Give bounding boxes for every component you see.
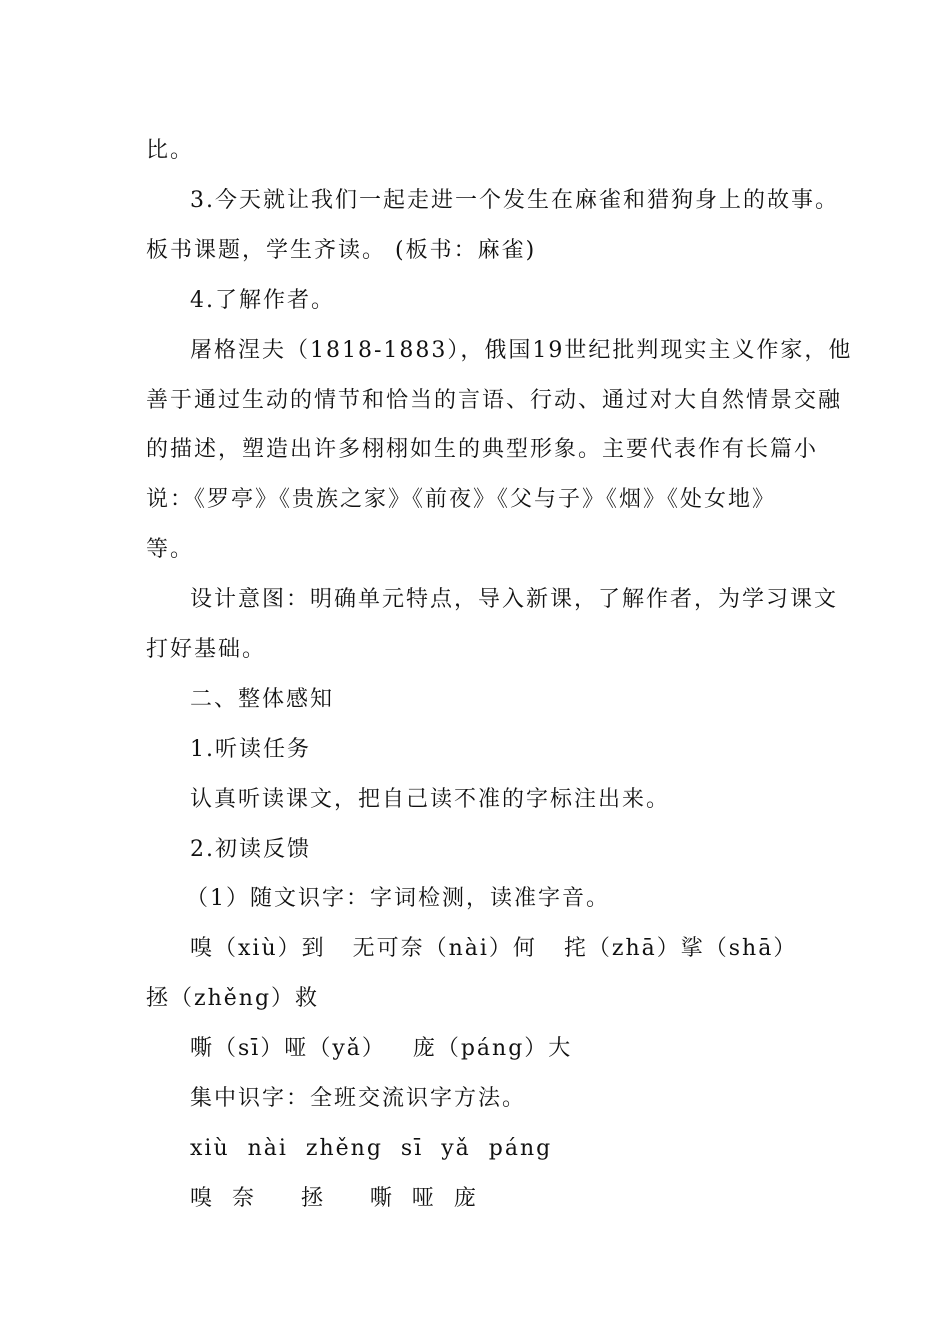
section-heading: 4.了解作者。 bbox=[190, 288, 335, 313]
text-line: 的描述，塑造出许多栩栩如生的典型形象。主要代表作有长篇小 bbox=[146, 437, 819, 462]
text-line: 集中识字：全班交流识字方法。 bbox=[190, 1086, 527, 1111]
pinyin-line: xiù nài zhěng sī yǎ páng bbox=[190, 1136, 553, 1161]
text-line: 比。 bbox=[146, 138, 195, 163]
text-line: 屠格涅夫（1818-1883），俄国19世纪批判现实主义作家，他 bbox=[190, 338, 853, 363]
vocab-line: 拯（zhěng）救 bbox=[146, 986, 320, 1011]
text-line: 打好基础。 bbox=[146, 637, 267, 662]
character-line: 嗅 奈 拯 嘶 哑 庞 bbox=[190, 1186, 478, 1211]
vocab-line: 嘶（sī）哑（yǎ） 庞（páng）大 bbox=[190, 1036, 573, 1061]
section-heading: 二、整体感知 bbox=[190, 687, 335, 712]
subsection-heading: 1.听读任务 bbox=[190, 737, 311, 762]
text-line: 善于通过生动的情节和恰当的言语、行动、通过对大自然情景交融 bbox=[146, 388, 843, 413]
text-line: 认真听读课文，把自己读不准的字标注出来。 bbox=[190, 787, 671, 812]
text-line: 板书课题，学生齐读。 (板书：麻雀) bbox=[146, 238, 537, 263]
subsection-heading: 2.初读反馈 bbox=[190, 837, 311, 862]
design-intent-text: 设计意图：明确单元特点，导入新课，了解作者，为学习课文 bbox=[190, 587, 839, 612]
text-line: （1）随文识字：字词检测，读准字音。 bbox=[186, 886, 610, 911]
text-line: 等。 bbox=[146, 537, 195, 562]
vocab-line: 嗅（xiù）到 无可奈（nài）何 挓（zhā）挲（shā） bbox=[190, 936, 798, 961]
text-line: 3.今天就让我们一起走进一个发生在麻雀和猎狗身上的故事。 bbox=[190, 188, 839, 213]
text-line: 说：《罗亭》《贵族之家》《前夜》《父与子》《烟》《处女地》 bbox=[146, 487, 777, 512]
